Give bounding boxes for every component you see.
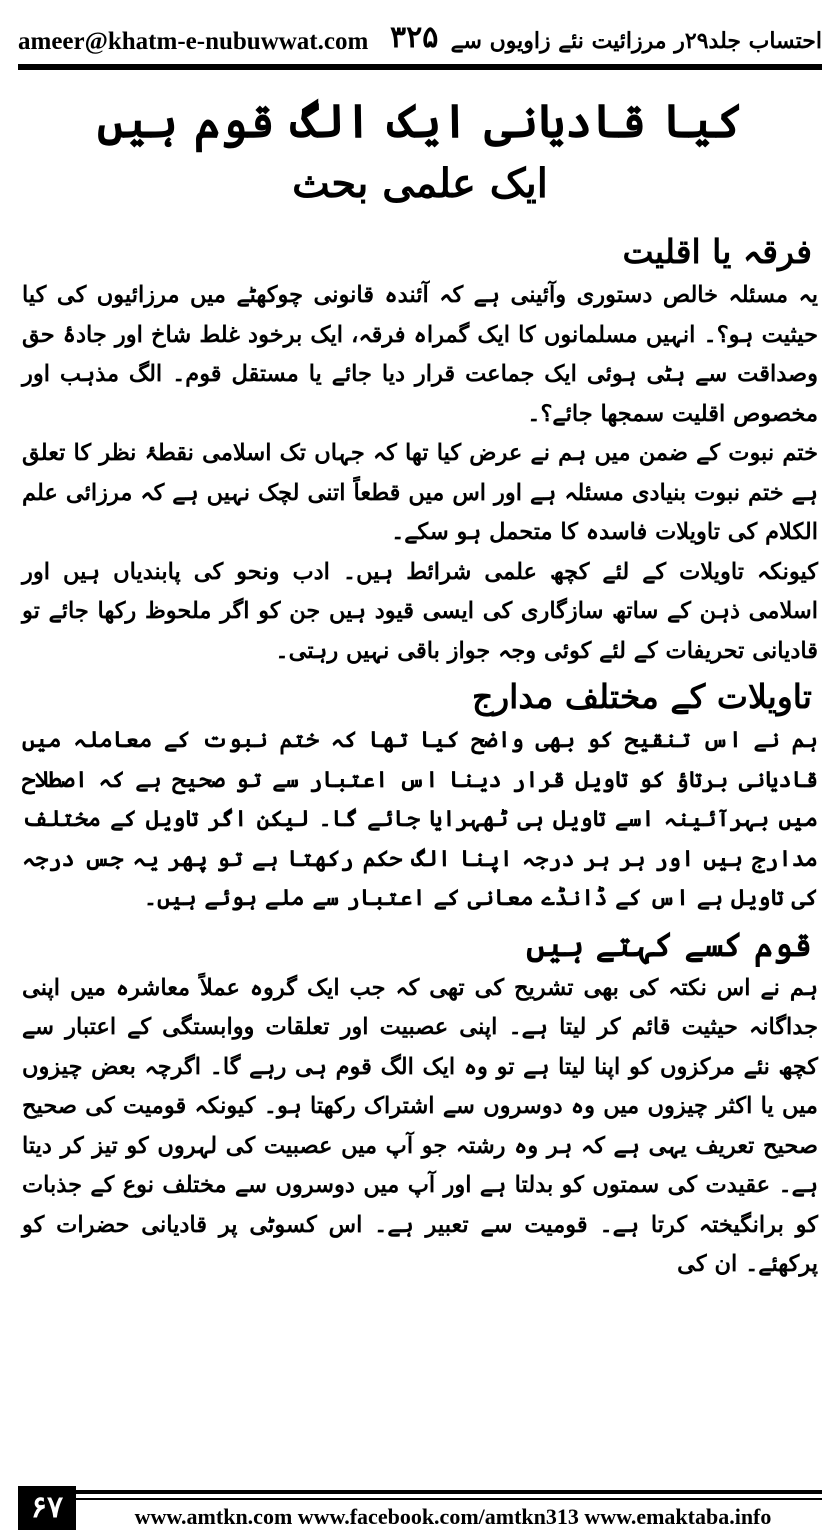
paragraph: ختم نبوت کے ضمن میں ہم نے عرض کیا تھا کہ جہاں تک اسلامی نقطۂ نظر کا تعلق ہے ختم نبوت بنیادی مسئلہ ہے اور اس میں قطعاً اتنی لچک نہیں ہے کہ مرزائی علم الکلام کی تاویلات فاسدہ کا متحمل ہو سکے۔ [22, 440, 818, 545]
article-body [22, 226, 818, 1285]
footer-links: www.amtkn.com www.facebook.com/amtkn313 www.emaktaba.info [134, 1504, 772, 1529]
title-block [0, 88, 840, 214]
footer-divider-thin [76, 1498, 822, 1500]
page-header [18, 18, 822, 64]
paragraph: کیونکہ تاویلات کے لئے کچھ علمی شرائط ہیں۔ ادب ونحو کی پابندیاں ہیں اور اسلامی ذہن کے ساتھ سازگاری کی ایسی قیود ہیں جن کو اگر ملحوظ رکھا جائے تو قادیانی تحریفات کے لئے کوئی وجہ جواز باقی نہیں رہتی۔ [22, 558, 818, 664]
page-footer [18, 1486, 822, 1530]
footer-divider [76, 1490, 822, 1494]
paragraph: یہ مسئلہ خالص دستوری وآئینی ہے کہ آئندہ قانونی چوکھٹے میں مرزائیوں کی کیا حیثیت ہو؟۔ انہیں مسلمانوں کا ایک گمراہ فرقہ، ایک برخود غلط شاخ اور جادۂ حق وصداقت سے ہٹی ہوئی ایک جماعت قرار دیا جائے یا مستقل قوم۔ الگ مذہب اور مخصوص اقلیت سمجھا جائے؟۔ [22, 282, 818, 427]
page-title: کیا قادیانی ایک الگ قوم ہیں [96, 94, 744, 148]
section-heading: قوم کسے کہتے ہیں [526, 924, 812, 964]
header-email: ameer@khatm-e-nubuwwat.com [18, 28, 369, 55]
section-heading: تاویلات کے مختلف مدارج [471, 677, 812, 716]
footer-page-number: ۶۷ [18, 1486, 76, 1530]
page-subtitle: ایک علمی بحث [292, 160, 548, 207]
section-heading: فرقہ یا اقلیت [622, 232, 812, 271]
header-book-title: احتساب جلد۲۹ر مرزائیت نئے زاویوں سے [450, 28, 822, 54]
header-divider [18, 64, 822, 70]
paragraph: ہم نے اس نکتہ کی بھی تشریح کی تھی کہ جب ایک گروہ عملاً معاشرہ میں اپنی جداگانہ حیثیت قائم کر لیتا ہے۔ اپنی عصبیت اور تعلقات ووابستگی کے اعتبار سے کچھ نئے مرکزوں کو اپنا لیتا ہے تو وہ ایک الگ قوم ہی رہے گا۔ اگرچہ بعض چیزوں میں یا اکثر چیزوں میں وہ دوسروں سے اشتراک رکھتا ہو۔ کیونکہ قومیت کی صحیح صحیح تعریف یہی ہے کہ ہر وہ رشتہ جو آپ میں عصبیت کی لہروں کو تیز کر دیتا ہے۔ عقیدت کی سمتوں کو بدلتا ہے اور آپ میں دوسروں سے مختلف نوع کے جذبات کو برانگیختہ کرتا ہے۔ قومیت سے تعبیر ہے۔ اس کسوٹی پر قادیانی حضرات کو پرکھئے۔ ان کی [22, 974, 818, 1277]
paragraph: ہم نے اس تنقیح کو بھی واضح کیا تھا کہ ختم نبوت کے معاملہ میں قادیانی برتاؤ کو تاویل قرار دینا اس اعتبار سے تو صحیح ہے کہ اصطلاح میں بہرآئینہ اسے تاویل ہی ٹھہرایا جائے گا۔ لیکن اگر تاویل کے مختلف مدارج ہیں اور ہر ہر درجہ اپنا الگ حکم رکھتا ہے تو پھر یہ جس درجہ کی تاویل ہے اس کے ڈانڈے معانی کے اعتبار سے ملے ہوئے ہیں۔ [22, 727, 818, 911]
header-page-number: ۳۲۵ [390, 20, 439, 55]
